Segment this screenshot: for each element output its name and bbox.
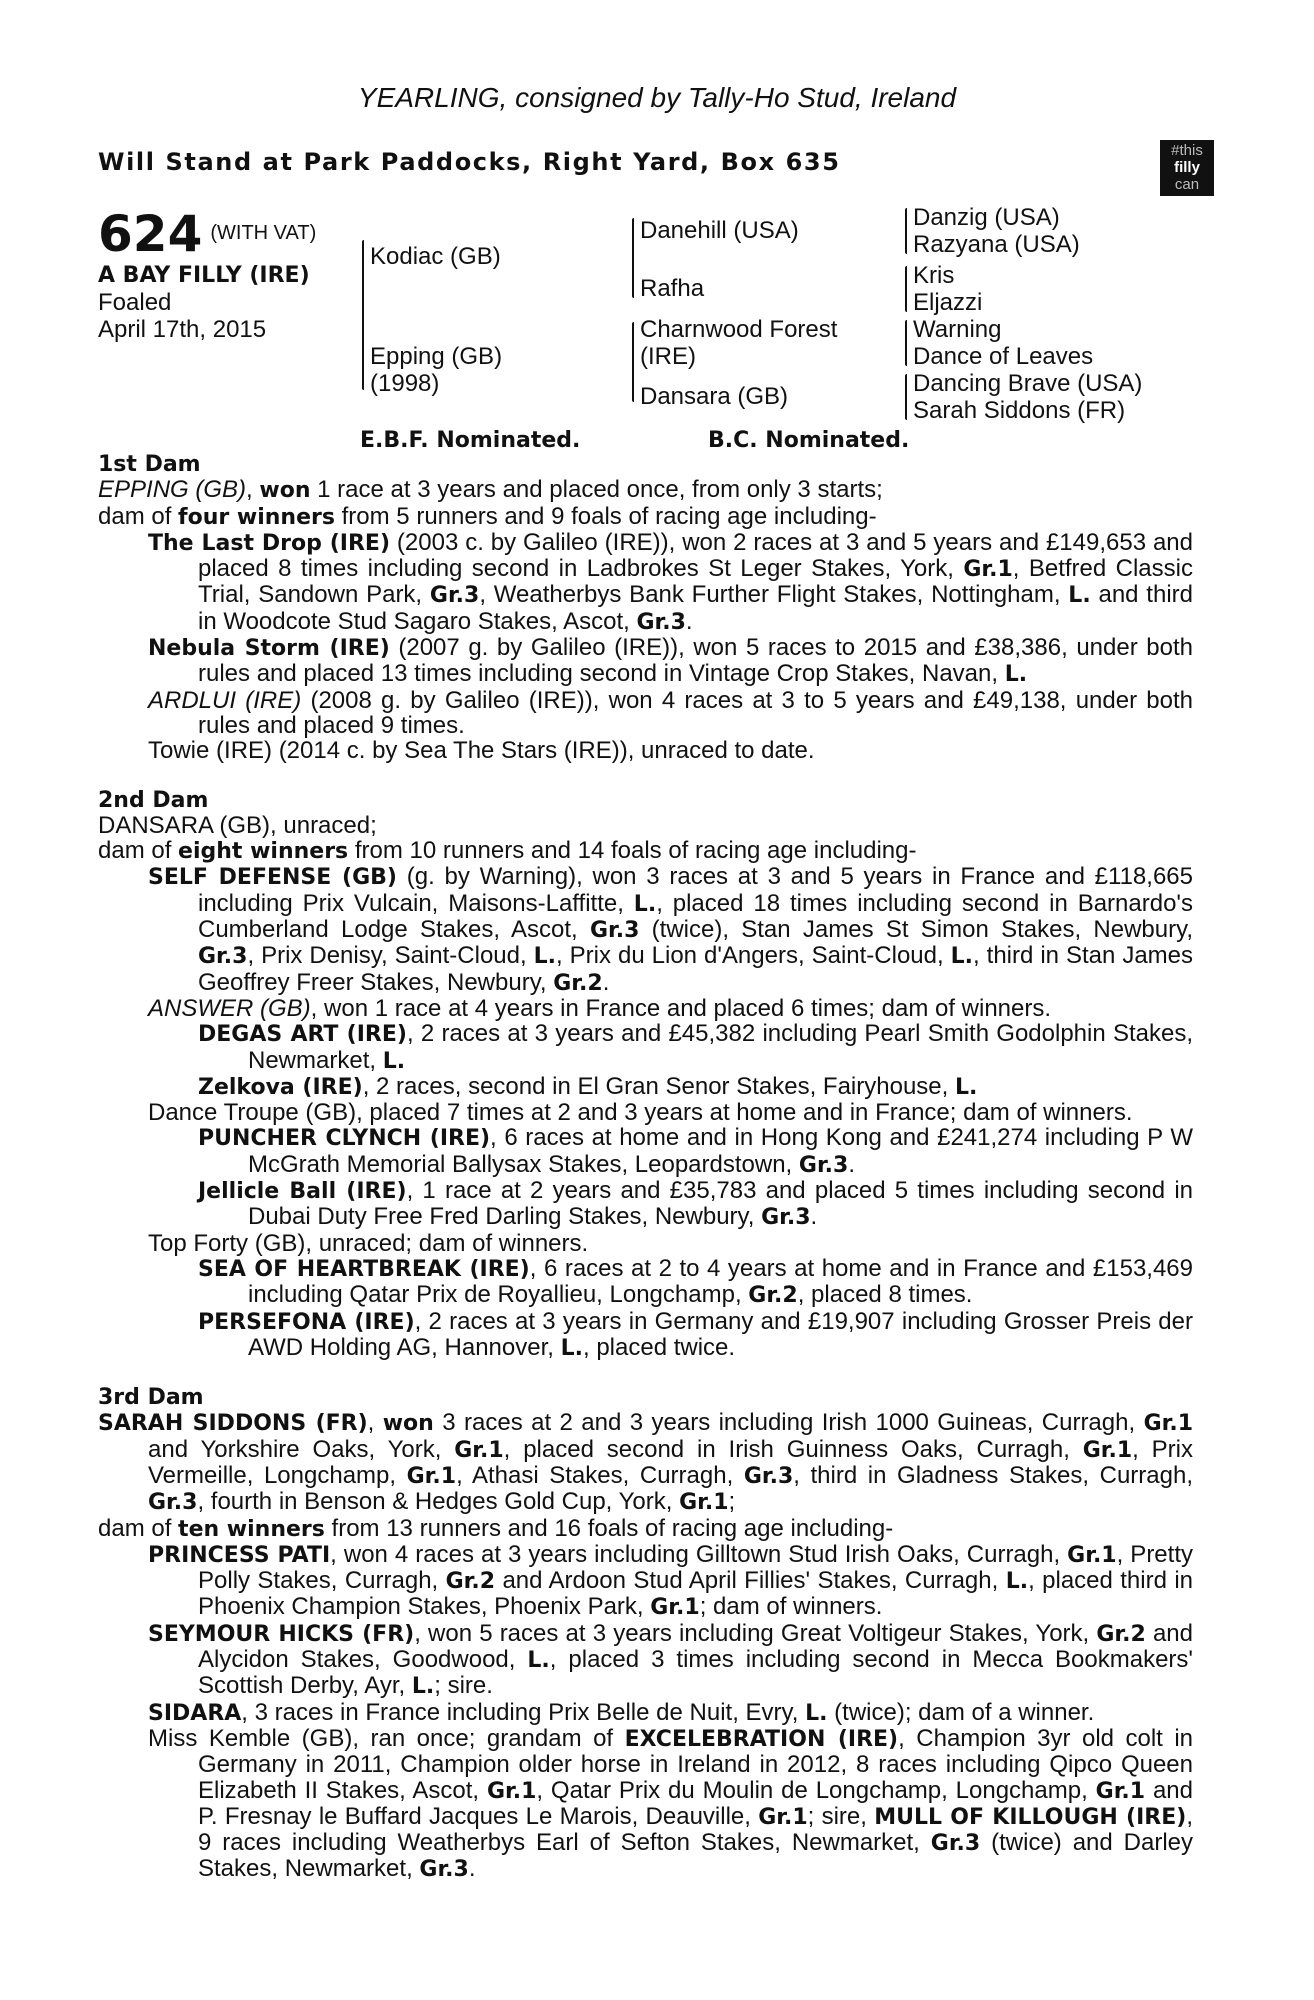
progeny-towie: Towie (IRE) (2014 c. by Sea The Stars (IRE)), unraced to date. [148, 737, 815, 765]
third-dam-title: 3rd Dam [98, 1385, 204, 1411]
first-dam-line1: EPPING (GB), won 1 race at 3 years and placed once, from only 3 starts; [98, 476, 883, 504]
progeny-miss-kemble: Miss Kemble (GB), ran once; grandam of EXCELEBRATION (IRE), Champion 3yr old colt in Germany in 2011, Champion older horse in Ireland in 2012, 8 races including Qipco Queen Elizabeth II Stakes, Ascot, Gr.1, Qatar Prix du Moulin de Longchamp, Longchamp, Gr.1 and P. Fresnay le Buffard Jacques Le Marois, Deauville, Gr.1; sire, MULL OF KILLOUGH (IRE), 9 races including Weatherbys Earl of Sefton Stakes, Newmarket, Gr.3 (twice) and Darley Stakes, Newmarket, Gr.3. [148, 1724, 1194, 1883]
foaled-label: Foaled [98, 289, 172, 316]
g3-brace-3 [905, 320, 907, 366]
progeny-dance-troupe: Dance Troupe (GB), placed 7 times at 2 and 3 years at home and in France; dam of winners. [148, 1099, 1133, 1127]
badge-line-1: #this [1171, 142, 1203, 159]
g3-sdd: Eljazzi [913, 289, 983, 316]
progeny-last-drop: The Last Drop (IRE) (2003 c. by Galileo (IRE)), won 2 races at 3 and 5 years and £149,653 and placed 8 times including second in Ladbrokes St Leger Stakes, York, Gr.1, Betfred Classic Trial, Sandown Park, Gr.3, Weatherbys Bank Further Flight Stakes, Nottingham, L. and third in Woodcote Stud Sagaro Stakes, Ascot, Gr.3. [148, 528, 1194, 635]
dam-dam: Dansara (GB) [640, 383, 789, 410]
grandprogeny-sea-of-heartbreak: SEA OF HEARTBREAK (IRE), 6 races at 2 to 4 years at home and in France and £153,469 including Qatar Prix de Royallieu, Longchamp, Gr.2, placed 8 times. [198, 1254, 1194, 1309]
grandprogeny-degas-art: DEGAS ART (IRE), 2 races at 3 years and £45,382 including Pearl Smith Godolphin Stakes, Newmarket, L. [198, 1020, 1193, 1074]
lot-number-value: 624 [98, 205, 203, 263]
g3-brace-4 [905, 374, 907, 420]
grandprogeny-zelkova: Zelkova (IRE), 2 races, second in El Gran Senor Stakes, Fairyhouse, L. [198, 1072, 978, 1100]
dam-sire-line2: (IRE) [640, 343, 696, 370]
ebf-nominated: E.B.F. Nominated. [360, 428, 581, 453]
badge-line-2: filly [1174, 159, 1200, 176]
pedigree-brace [362, 240, 364, 390]
sire-sire: Danehill (USA) [640, 217, 799, 244]
grandprogeny-jellicle-ball: Jellicle Ball (IRE), 1 race at 2 years and £35,783 and placed 5 times including second in Dubai Duty Free Fred Darling Stakes, Newbury, Gr.3. [198, 1177, 1193, 1231]
g3-ssd: Razyana (USA) [913, 231, 1080, 258]
dam-name: Epping (GB) [370, 343, 503, 370]
first-dam-line2: dam of four winners from 5 runners and 9 foals of racing age including- [98, 502, 877, 530]
progeny-sidara: SIDARA, 3 races in France including Prix Belle de Nuit, Evry, L. (twice); dam of a winner. [148, 1698, 1095, 1726]
g3-dss: Warning [913, 316, 1002, 343]
g3-sds: Kris [913, 262, 955, 289]
bc-nominated: B.C. Nominated. [708, 428, 910, 453]
horse-name: A BAY FILLY (IRE) [98, 263, 310, 288]
g3-brace-1 [905, 208, 907, 254]
g3-sss: Danzig (USA) [913, 204, 1060, 231]
foaled-date: April 17th, 2015 [98, 316, 267, 343]
second-dam-title: 2nd Dam [98, 787, 209, 813]
family-notes [98, 452, 1193, 1883]
grandprogeny-persefona: PERSEFONA (IRE), 2 races at 3 years in Germany and £19,907 including Grosser Preis der AWD Holding AG, Hannover, L., placed twice. [198, 1307, 1193, 1361]
progeny-answer: ANSWER (GB), won 1 race at 4 years in France and placed 6 times; dam of winners. [148, 994, 1052, 1022]
third-dam-sarah-siddons: SARAH SIDDONS (FR), won 3 races at 2 and 3 years including Irish 1000 Guineas, Curragh, Gr.1 and Yorkshire Oaks, York, Gr.1, placed second in Irish Guinness Oaks, Curragh, Gr.1, Prix Vermeille, Longchamp, Gr.1, Athasi Stakes, Curragh, Gr.3, third in Gladness Stakes, Curragh, Gr.3, fourth in Benson & Hedges Gold Cup, York, Gr.1; [98, 1409, 1194, 1516]
badge-line-3: can [1174, 176, 1200, 193]
first-dam-title: 1st Dam [98, 452, 201, 477]
progeny-self-defense: SELF DEFENSE (GB) (g. by Warning), won 3 races at 3 and 5 years in France and £118,665 including Prix Vulcain, Maisons-Laffitte, L., placed 18 times including second in Barnardo's Cumberland Lodge Stakes, Ascot, Gr.3 (twice), Stan James St Simon Stakes, Newbury, Gr.3, Prix Denisy, Saint-Cloud, L., Prix du Lion d'Angers, Saint-Cloud, L., third in Stan James Geoffrey Freer Stakes, Newbury, Gr.2. [148, 863, 1194, 996]
progeny-seymour-hicks: SEYMOUR HICKS (FR), won 5 races at 3 years including Great Voltigeur Stakes, York, Gr.2 and Alycidon Stakes, Goodwood, L., placed 3 times including second in Mecca Bookmakers' Scottish Derby, Ayr, L.; sire. [148, 1619, 1193, 1700]
stand-location: Will Stand at Park Paddocks, Right Yard, Box 635 [98, 148, 841, 176]
dam-brace [632, 322, 634, 402]
progeny-nebula-storm: Nebula Storm (IRE) (2007 g. by Galileo (IRE)), won 5 races to 2015 and £38,386, under both rules and placed 13 times including second in Vintage Crop Stakes, Navan, L. [148, 634, 1193, 688]
third-dam-line2: dam of ten winners from 13 runners and 16 foals of racing age including- [98, 1514, 894, 1542]
dam-year: (1998) [370, 370, 440, 397]
lot-number [98, 205, 316, 263]
g3-ddd: Sarah Siddons (FR) [913, 397, 1126, 424]
progeny-princess-pati: PRINCESS PATI, won 4 races at 3 years including Gilltown Stud Irish Oaks, Curragh, Gr.1, Pretty Polly Stakes, Curragh, Gr.2 and Ardoon Stud April Fillies' Stakes, Curragh, L., placed third in Phoenix Champion Stakes, Phoenix Park, Gr.1; dam of winners. [148, 1540, 1194, 1621]
catalogue-heading: YEARLING, consigned by Tally-Ho Stud, Ireland [357, 82, 957, 113]
progeny-top-forty: Top Forty (GB), unraced; dam of winners. [148, 1229, 589, 1257]
second-dam-line1: DANSARA (GB), unraced; [98, 811, 377, 839]
progeny-ardlui: ARDLUI (IRE) (2008 g. by Galileo (IRE)), won 4 races at 3 to 5 years and £49,138, under both rules and placed 9 times. [148, 686, 1193, 739]
dam-sire-line1: Charnwood Forest [640, 316, 838, 343]
hashtag-badge [1160, 140, 1214, 196]
sire-brace [632, 218, 634, 298]
grandprogeny-puncher-clynch: PUNCHER CLYNCH (IRE), 6 races at home and in Hong Kong and £241,274 including P W McGrath Memorial Ballysax Stakes, Leopardstown, Gr.3. [198, 1124, 1193, 1178]
g3-brace-2 [905, 266, 907, 312]
g3-dsd: Dance of Leaves [913, 343, 1094, 370]
sire-dam: Rafha [640, 275, 705, 302]
sire: Kodiac (GB) [370, 243, 501, 270]
second-dam-line2: dam of eight winners from 10 runners and 14 foals of racing age including- [98, 837, 917, 865]
g3-dds: Dancing Brave (USA) [913, 370, 1143, 397]
vat-label: (WITH VAT) [210, 222, 317, 244]
horse-info [98, 262, 310, 343]
